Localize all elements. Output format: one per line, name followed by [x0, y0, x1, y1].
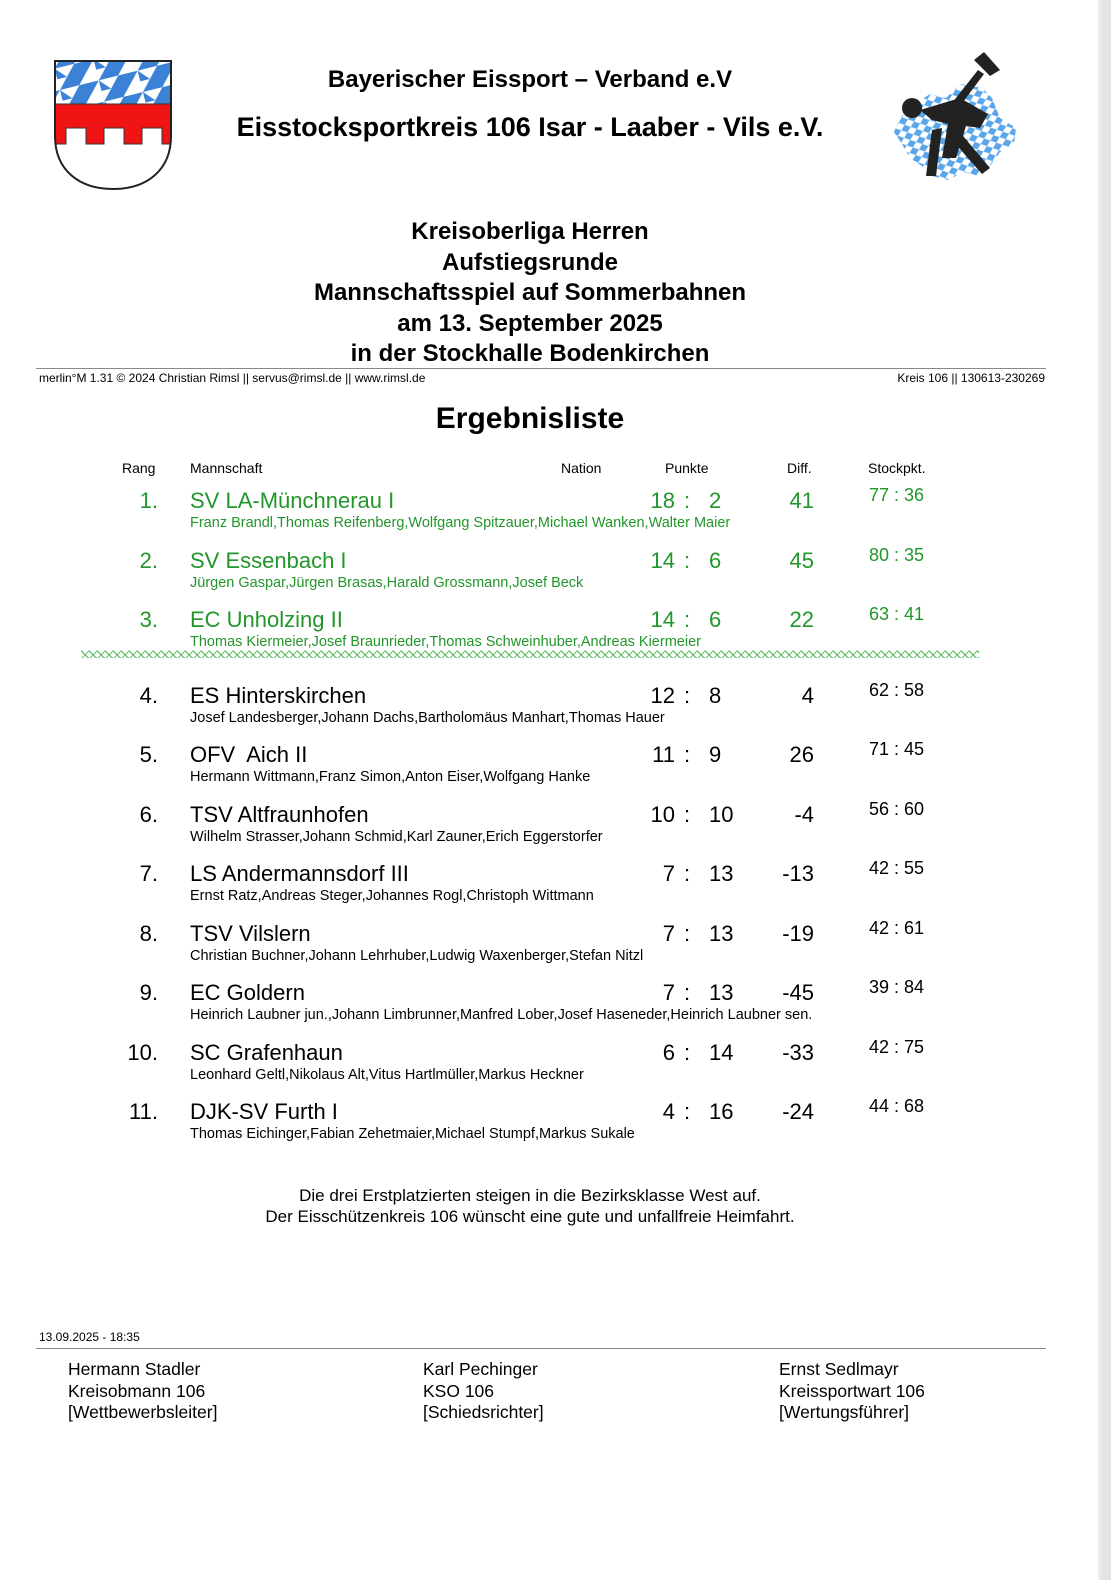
team-name: SC Grafenhaun [190, 1040, 343, 1065]
stock-points: 42 : 75 [869, 1037, 925, 1057]
stock-points: 80 : 35 [869, 545, 925, 565]
team-players: Ernst Ratz,Andreas Steger,Johannes Rogl,Christoph Wittmann [190, 888, 594, 904]
team-name: EC Goldern [190, 980, 305, 1005]
team-players: Franz Brandl,Thomas Reifenberg,Wolfgang Spitzauer,Michael Wanken,Walter Maier [190, 515, 731, 531]
team-name: EC Unholzing II [190, 607, 343, 632]
result-row [0, 739, 1060, 798]
promotion-zone-divider [81, 650, 979, 658]
page-edge-shadow [1098, 0, 1111, 1580]
team-players: Wilhelm Strasser,Johann Schmid,Karl Zauner,Erich Eggerstorfer [190, 829, 603, 845]
points-against: 14 [709, 1040, 734, 1065]
team-name: LS Andermannsdorf III [190, 861, 409, 886]
stock-points: 42 : 55 [869, 858, 925, 878]
event-info [0, 217, 1060, 370]
team-name: TSV Altfraunhofen [190, 802, 369, 827]
rank: 1. [139, 488, 158, 513]
signatory-position: KSO 106 [423, 1380, 495, 1401]
point-difference: -45 [782, 980, 814, 1005]
team-name: TSV Vilslern [190, 921, 311, 946]
team-name: OFV Aich II [190, 742, 308, 767]
rank: 5. [139, 742, 158, 767]
points-for: 11 [652, 742, 675, 767]
column-header-points: Punkte [665, 460, 709, 476]
signatory-competition-director [68, 1359, 217, 1424]
points-separator: : [684, 1040, 691, 1065]
column-header-rank: Rang [122, 460, 156, 476]
points-for: 7 [662, 980, 675, 1005]
team-players: Josef Landesberger,Johann Dachs,Bartholomäus Manhart,Thomas Hauer [190, 710, 665, 726]
points-separator: : [684, 548, 691, 573]
stock-points: 42 : 61 [869, 918, 925, 938]
team-players: Thomas Eichinger,Fabian Zehetmaier,Michael Stumpf,Markus Sukale [190, 1126, 635, 1142]
result-row [0, 918, 1060, 977]
points-for: 14 [650, 607, 675, 632]
result-row [0, 485, 1060, 544]
rank: 10. [127, 1040, 158, 1065]
points-for: 18 [650, 488, 675, 513]
points-separator: : [684, 802, 691, 827]
stock-points: 44 : 68 [869, 1096, 925, 1116]
rank: 4. [139, 683, 158, 708]
event-format: Mannschaftsspiel auf Sommerbahnen [313, 279, 747, 306]
points-separator: : [684, 921, 691, 946]
document-reference: Kreis 106 || 130613-230269 [897, 371, 1045, 385]
team-players: Leonhard Geltl,Nikolaus Alt,Vitus Hartlmüller,Markus Heckner [190, 1067, 584, 1083]
stock-points: 39 : 84 [869, 977, 925, 997]
farewell-note: Der Eisschützenkreis 106 wünscht eine gute und unfallfreie Heimfahrt. [265, 1207, 795, 1226]
stock-points: 63 : 41 [869, 604, 925, 624]
print-timestamp: 13.09.2025 - 18:35 [39, 1330, 140, 1344]
district-name: Eisstocksportkreis 106 Isar - Laaber - Vils e.V. [236, 112, 824, 142]
result-row [0, 799, 1060, 858]
signatory-role: [Wettbewerbsleiter] [68, 1402, 218, 1422]
rank: 7. [139, 861, 158, 886]
event-round: Aufstiegsrunde [441, 248, 618, 276]
signatory-name: Ernst Sedlmayr [779, 1359, 899, 1379]
points-against: 13 [709, 921, 734, 946]
points-against: 2 [709, 488, 722, 513]
point-difference: 26 [789, 742, 814, 767]
signatory-role: [Wertungsführer] [779, 1402, 910, 1422]
result-row [0, 858, 1060, 917]
event-date: am 13. September 2025 [397, 309, 663, 337]
promotion-note: Die drei Erstplatzierten steigen in die Bezirksklasse West auf. [299, 1186, 761, 1205]
results-title: Ergebnisliste [435, 402, 625, 435]
points-for: 6 [662, 1040, 675, 1065]
points-for: 10 [650, 802, 675, 827]
column-header-diff: Diff. [787, 460, 812, 476]
point-difference: -4 [794, 802, 814, 827]
team-players: Christian Buchner,Johann Lehrhuber,Ludwig Waxenberger,Stefan Nitzl [190, 948, 644, 964]
stock-points: 62 : 58 [869, 680, 925, 700]
points-for: 7 [662, 861, 675, 886]
result-row [0, 977, 1060, 1036]
points-against: 13 [709, 861, 734, 886]
signatory-position: Kreissportwart 106 [779, 1380, 925, 1401]
points-separator: : [684, 861, 691, 886]
points-separator: : [684, 683, 691, 708]
team-name: DJK-SV Furth I [190, 1099, 338, 1124]
team-name: SV LA-Münchnerau I [190, 488, 395, 513]
points-against: 9 [709, 742, 722, 767]
signatory-name: Hermann Stadler [68, 1359, 201, 1379]
rank: 11. [129, 1099, 158, 1124]
stock-points: 77 : 36 [869, 485, 925, 505]
column-header-stock-points: Stockpkt. [868, 460, 926, 476]
stock-points: 71 : 45 [869, 739, 925, 759]
point-difference: 4 [801, 683, 814, 708]
result-row [0, 1096, 1060, 1155]
software-credit: merlin°M 1.31 © 2024 Christian Rimsl || servus@rimsl.de || www.rimsl.de [39, 371, 426, 385]
rank: 6. [139, 802, 158, 827]
point-difference: 45 [789, 548, 814, 573]
team-players: Heinrich Laubner jun.,Johann Limbrunner,Manfred Lober,Josef Haseneder,Heinrich Laubner sen. [190, 1007, 813, 1023]
point-difference: -24 [782, 1099, 814, 1124]
points-for: 12 [650, 683, 675, 708]
closing-notes [0, 1185, 1060, 1227]
points-against: 13 [709, 980, 734, 1005]
result-row [0, 545, 1060, 604]
points-against: 6 [709, 548, 722, 573]
team-players: Jürgen Gaspar,Jürgen Brasas,Harald Grossmann,Josef Beck [190, 575, 584, 591]
result-row [0, 1037, 1060, 1096]
team-players: Hermann Wittmann,Franz Simon,Anton Eiser,Wolfgang Hanke [190, 769, 591, 785]
team-name: ES Hinterskirchen [190, 683, 367, 708]
signatory-role: [Schiedsrichter] [423, 1402, 544, 1422]
points-for: 4 [662, 1099, 675, 1124]
event-league: Kreisoberliga Herren [411, 218, 649, 245]
points-for: 14 [650, 548, 675, 573]
point-difference: 22 [789, 607, 814, 632]
rank: 2. [139, 548, 158, 573]
points-separator: : [684, 742, 691, 767]
result-row [0, 680, 1060, 739]
column-header-nation: Nation [561, 460, 602, 476]
points-against: 8 [709, 683, 722, 708]
rank: 3. [139, 607, 158, 632]
signatory-scorekeeper [779, 1359, 925, 1424]
rank: 9. [139, 980, 158, 1005]
points-against: 16 [709, 1099, 734, 1124]
points-against: 10 [709, 802, 734, 827]
points-for: 7 [662, 921, 675, 946]
signatory-referee [423, 1359, 544, 1424]
footer-divider [36, 1348, 1046, 1349]
rank: 8. [139, 921, 158, 946]
points-separator: : [684, 488, 691, 513]
point-difference: -33 [782, 1040, 814, 1065]
team-name: SV Essenbach I [190, 548, 347, 573]
points-separator: : [684, 1099, 691, 1124]
point-difference: -13 [782, 861, 814, 886]
points-separator: : [684, 980, 691, 1005]
points-against: 6 [709, 607, 722, 632]
stock-points: 56 : 60 [869, 799, 925, 819]
points-separator: : [684, 607, 691, 632]
signatory-position: Kreisobmann 106 [68, 1380, 206, 1401]
event-venue: in der Stockhalle Bodenkirchen [350, 340, 710, 367]
team-players: Thomas Kiermeier,Josef Braunrieder,Thomas Schweinhuber,Andreas Kiermeier [190, 634, 701, 650]
header-divider [36, 368, 1046, 369]
point-difference: 41 [789, 488, 814, 513]
federation-name: Bayerischer Eissport – Verband e.V [327, 66, 733, 93]
signatory-name: Karl Pechinger [423, 1359, 538, 1379]
column-header-team: Mannschaft [190, 460, 263, 476]
point-difference: -19 [782, 921, 814, 946]
